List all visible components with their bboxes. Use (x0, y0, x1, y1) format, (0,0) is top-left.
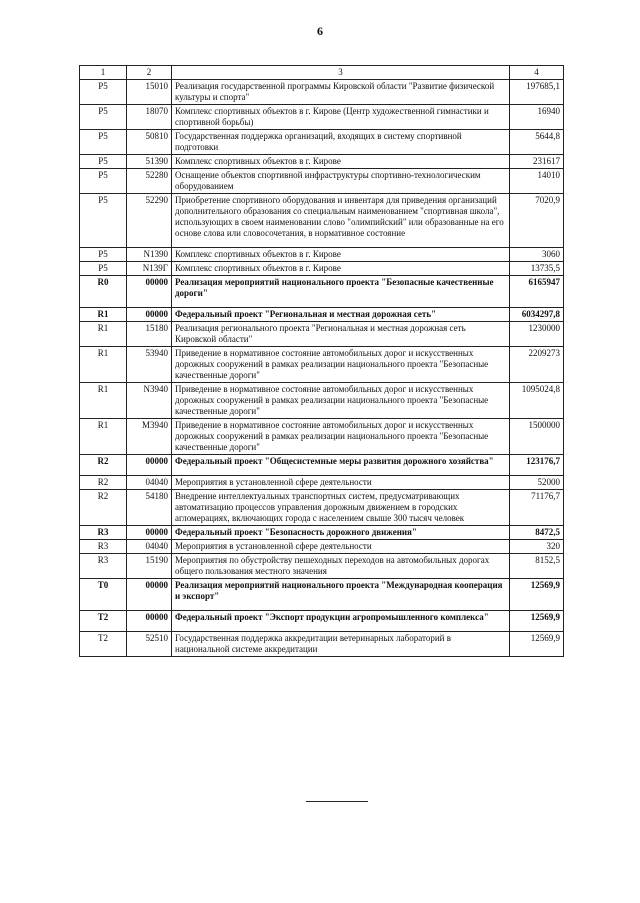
amount-cell: 320 (510, 540, 564, 554)
direction-code-cell: 00000 (127, 611, 172, 632)
table-row (80, 611, 564, 632)
table-header-row (80, 66, 564, 80)
amount-cell: 1095024,8 (510, 383, 564, 419)
description-cell: Оснащение объектов спортивной инфраструктуры спортивно-технологическим оборудованием (172, 169, 510, 194)
code-cell: R1 (80, 322, 127, 347)
table-row (80, 105, 564, 130)
code-cell: R0 (80, 276, 127, 308)
direction-code-cell: 53940 (127, 347, 172, 383)
amount-cell: 6165947 (510, 276, 564, 308)
code-cell: Р5 (80, 155, 127, 169)
description-cell: Реализация государственной программы Кировской области "Развитие физической культуры и спорта" (172, 80, 510, 105)
code-cell: R3 (80, 526, 127, 540)
direction-code-cell: 52290 (127, 194, 172, 248)
code-cell: Р5 (80, 105, 127, 130)
direction-code-cell: M3940 (127, 419, 172, 455)
description-cell: Федеральный проект "Региональная и местная дорожная сеть" (172, 308, 510, 322)
code-cell: Р5 (80, 262, 127, 276)
direction-code-cell: 00000 (127, 526, 172, 540)
amount-cell: 71176,7 (510, 490, 564, 526)
page-number: 6 (317, 24, 323, 38)
code-cell: Р5 (80, 130, 127, 155)
amount-cell: 1500000 (510, 419, 564, 455)
direction-code-cell: 18070 (127, 105, 172, 130)
direction-code-cell: 15180 (127, 322, 172, 347)
code-cell: R1 (80, 419, 127, 455)
amount-cell: 6034297,8 (510, 308, 564, 322)
table-row (80, 526, 564, 540)
direction-code-cell: 15010 (127, 80, 172, 105)
description-cell: Мероприятия по обустройству пешеходных переходов на автомобильных дорогах общего пользования местного значения (172, 554, 510, 579)
signature-line (306, 801, 368, 802)
table-row (80, 554, 564, 579)
description-cell: Федеральный проект "Безопасность дорожного движения" (172, 526, 510, 540)
amount-cell: 7020,9 (510, 194, 564, 248)
direction-code-cell: N139Г (127, 262, 172, 276)
amount-cell: 16940 (510, 105, 564, 130)
code-cell: Р5 (80, 248, 127, 262)
table-row (80, 155, 564, 169)
description-cell: Приведение в нормативное состояние автомобильных дорог и искусственных дорожных сооружений в рамках реализации национального проекта "Безопасные качественные дороги" (172, 419, 510, 455)
table-row (80, 579, 564, 611)
direction-code-cell: 00000 (127, 579, 172, 611)
description-cell: Федеральный проект "Общесистемные меры развития дорожного хозяйства" (172, 455, 510, 476)
table-row (80, 80, 564, 105)
column-header-4: 4 (510, 66, 564, 80)
table-body (80, 80, 564, 657)
direction-code-cell: 04040 (127, 476, 172, 490)
direction-code-cell: 52510 (127, 632, 172, 657)
table-row (80, 308, 564, 322)
direction-code-cell: 00000 (127, 455, 172, 476)
column-header-3: 3 (172, 66, 510, 80)
table-row (80, 262, 564, 276)
description-cell: Комплекс спортивных объектов в г. Кирове (Центр художественной гимнастики и спортивной борьбы) (172, 105, 510, 130)
table-row (80, 455, 564, 476)
code-cell: Р5 (80, 169, 127, 194)
amount-cell: 197685,1 (510, 80, 564, 105)
amount-cell: 13735,5 (510, 262, 564, 276)
budget-table (79, 65, 564, 657)
code-cell: T0 (80, 579, 127, 611)
code-cell: R1 (80, 308, 127, 322)
table-row (80, 130, 564, 155)
description-cell: Комплекс спортивных объектов в г. Кирове (172, 262, 510, 276)
amount-cell: 5644,8 (510, 130, 564, 155)
direction-code-cell: 50810 (127, 130, 172, 155)
code-cell: Р5 (80, 80, 127, 105)
table-row (80, 276, 564, 308)
amount-cell: 14010 (510, 169, 564, 194)
amount-cell: 231617 (510, 155, 564, 169)
table-row (80, 476, 564, 490)
description-cell: Приведение в нормативное состояние автомобильных дорог и искусственных дорожных сооружений в рамках реализации национального проекта "Безопасные качественные дороги" (172, 383, 510, 419)
description-cell: Комплекс спортивных объектов в г. Кирове (172, 248, 510, 262)
description-cell: Внедрение интеллектуальных транспортных систем, предусматривающих автоматизацию процессов управления дорожным движением в городских агломерациях, включающих города с населением свыше 300 тысяч человек (172, 490, 510, 526)
code-cell: R1 (80, 383, 127, 419)
direction-code-cell: 52280 (127, 169, 172, 194)
amount-cell: 2209273 (510, 347, 564, 383)
description-cell: Мероприятия в установленной сфере деятельности (172, 540, 510, 554)
amount-cell: 8152,5 (510, 554, 564, 579)
table-row (80, 194, 564, 248)
direction-code-cell: 51390 (127, 155, 172, 169)
table-row (80, 248, 564, 262)
column-header-1: 1 (80, 66, 127, 80)
direction-code-cell: 00000 (127, 308, 172, 322)
table-row (80, 322, 564, 347)
table-row (80, 419, 564, 455)
table-row (80, 632, 564, 657)
description-cell: Реализация мероприятий национального проекта "Международная кооперация и экспорт" (172, 579, 510, 611)
description-cell: Мероприятия в установленной сфере деятельности (172, 476, 510, 490)
column-header-2: 2 (127, 66, 172, 80)
description-cell: Государственная поддержка аккредитации ветеринарных лабораторий в национальной системе аккредитации (172, 632, 510, 657)
description-cell: Комплекс спортивных объектов в г. Кирове (172, 155, 510, 169)
table-row (80, 169, 564, 194)
amount-cell: 1230000 (510, 322, 564, 347)
code-cell: T2 (80, 611, 127, 632)
amount-cell: 12569,9 (510, 579, 564, 611)
amount-cell: 3060 (510, 248, 564, 262)
direction-code-cell: N1390 (127, 248, 172, 262)
description-cell: Приобретение спортивного оборудования и инвентаря для приведения организаций дополнительного образования со специальным наименованием "спортивная школа", использующих в своем наименовании слово "олимпийский" или образованные на его основе слова или словосочетания, в нормативное состояние (172, 194, 510, 248)
amount-cell: 12569,9 (510, 632, 564, 657)
code-cell: Р5 (80, 194, 127, 248)
description-cell: Федеральный проект "Экспорт продукции агропромышленного комплекса" (172, 611, 510, 632)
code-cell: R3 (80, 540, 127, 554)
direction-code-cell: 15190 (127, 554, 172, 579)
direction-code-cell: 54180 (127, 490, 172, 526)
amount-cell: 123176,7 (510, 455, 564, 476)
code-cell: T2 (80, 632, 127, 657)
code-cell: R2 (80, 455, 127, 476)
table-row (80, 347, 564, 383)
amount-cell: 12569,9 (510, 611, 564, 632)
description-cell: Реализация мероприятий национального проекта "Безопасные качественные дороги" (172, 276, 510, 308)
code-cell: R2 (80, 476, 127, 490)
code-cell: R2 (80, 490, 127, 526)
direction-code-cell: 04040 (127, 540, 172, 554)
table-row (80, 383, 564, 419)
description-cell: Реализация регионального проекта "Региональная и местная дорожная сеть Кировской области" (172, 322, 510, 347)
direction-code-cell: 00000 (127, 276, 172, 308)
table-row (80, 540, 564, 554)
code-cell: R1 (80, 347, 127, 383)
description-cell: Государственная поддержка организаций, входящих в систему спортивной подготовки (172, 130, 510, 155)
direction-code-cell: N3940 (127, 383, 172, 419)
amount-cell: 52000 (510, 476, 564, 490)
description-cell: Приведение в нормативное состояние автомобильных дорог и искусственных дорожных сооружений в рамках реализации национального проекта "Безопасные качественные дороги" (172, 347, 510, 383)
table-row (80, 490, 564, 526)
code-cell: R3 (80, 554, 127, 579)
amount-cell: 8472,5 (510, 526, 564, 540)
